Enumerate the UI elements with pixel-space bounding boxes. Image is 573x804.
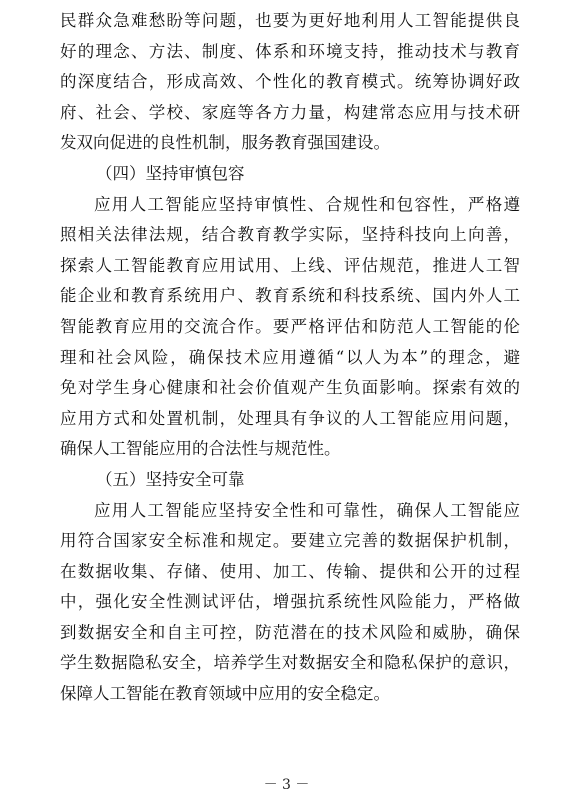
paragraph-line: 照相关法律法规，结合教育教学实际，坚持科技向上向善， bbox=[60, 225, 520, 245]
section-heading-5: （五）坚持安全可靠 bbox=[96, 469, 245, 489]
paragraph-line: 保障人工智能在教育领域中应用的安全稳定。 bbox=[60, 684, 390, 704]
paragraph-line: 学生数据隐私安全，培养学生对数据安全和隐私保护的意识， bbox=[60, 653, 520, 673]
paragraph-line: 理和社会风险，确保技术应用遵循“以人为本”的理念，避 bbox=[60, 347, 520, 367]
paragraph-line: 用符合国家安全标准和规定。要建立完善的数据保护机制， bbox=[60, 531, 520, 551]
paragraph-line: 的深度结合，形成高效、个性化的教育模式。统筹协调好政 bbox=[60, 72, 520, 92]
paragraph-line: 中，强化安全性测试评估，增强抗系统性风险能力，严格做 bbox=[60, 592, 520, 612]
paragraph-line: 智能教育应用的交流合作。要严格评估和防范人工智能的伦 bbox=[60, 316, 520, 336]
intro-paragraph bbox=[60, 6, 520, 159]
paragraph-line: 好的理念、方法、制度、体系和环境支持，推动技术与教育 bbox=[60, 41, 520, 61]
section-heading-4: （四）坚持审慎包容 bbox=[96, 163, 245, 183]
paragraph-line: 发双向促进的良性机制，服务教育强国建设。 bbox=[60, 133, 390, 153]
paragraph-line: 应用人工智能应坚持审慎性、合规性和包容性，严格遵 bbox=[94, 194, 520, 214]
paragraph-line: 能企业和教育系统用户、教育系统和科技系统、国内外人工 bbox=[60, 286, 520, 306]
section-5-paragraph bbox=[60, 496, 520, 710]
paragraph-line: 府、社会、学校、家庭等各方力量，构建常态应用与技术研 bbox=[60, 102, 520, 122]
paragraph-line: 在数据收集、存储、使用、加工、传输、提供和公开的过程 bbox=[60, 561, 520, 581]
paragraph-line: 应用方式和处置机制，处理具有争议的人工智能应用问题， bbox=[60, 408, 520, 428]
paragraph-line: 免对学生身心健康和社会价值观产生负面影响。探索有效的 bbox=[60, 378, 520, 398]
paragraph-line: 确保人工智能应用的合法性与规范性。 bbox=[60, 439, 341, 459]
paragraph-line: 民群众急难愁盼等问题，也要为更好地利用人工智能提供良 bbox=[60, 11, 520, 30]
paragraph-line: 探索人工智能教育应用试用、上线、评估规范，推进人工智 bbox=[60, 255, 520, 275]
page-number: － 3 － bbox=[263, 777, 310, 793]
paragraph-line: 应用人工智能应坚持安全性和可靠性，确保人工智能应 bbox=[94, 500, 520, 520]
document-body bbox=[60, 6, 520, 710]
section-4-paragraph bbox=[60, 190, 520, 465]
paragraph-line: 到数据安全和自主可控，防范潜在的技术风险和威胁，确保 bbox=[60, 622, 520, 642]
